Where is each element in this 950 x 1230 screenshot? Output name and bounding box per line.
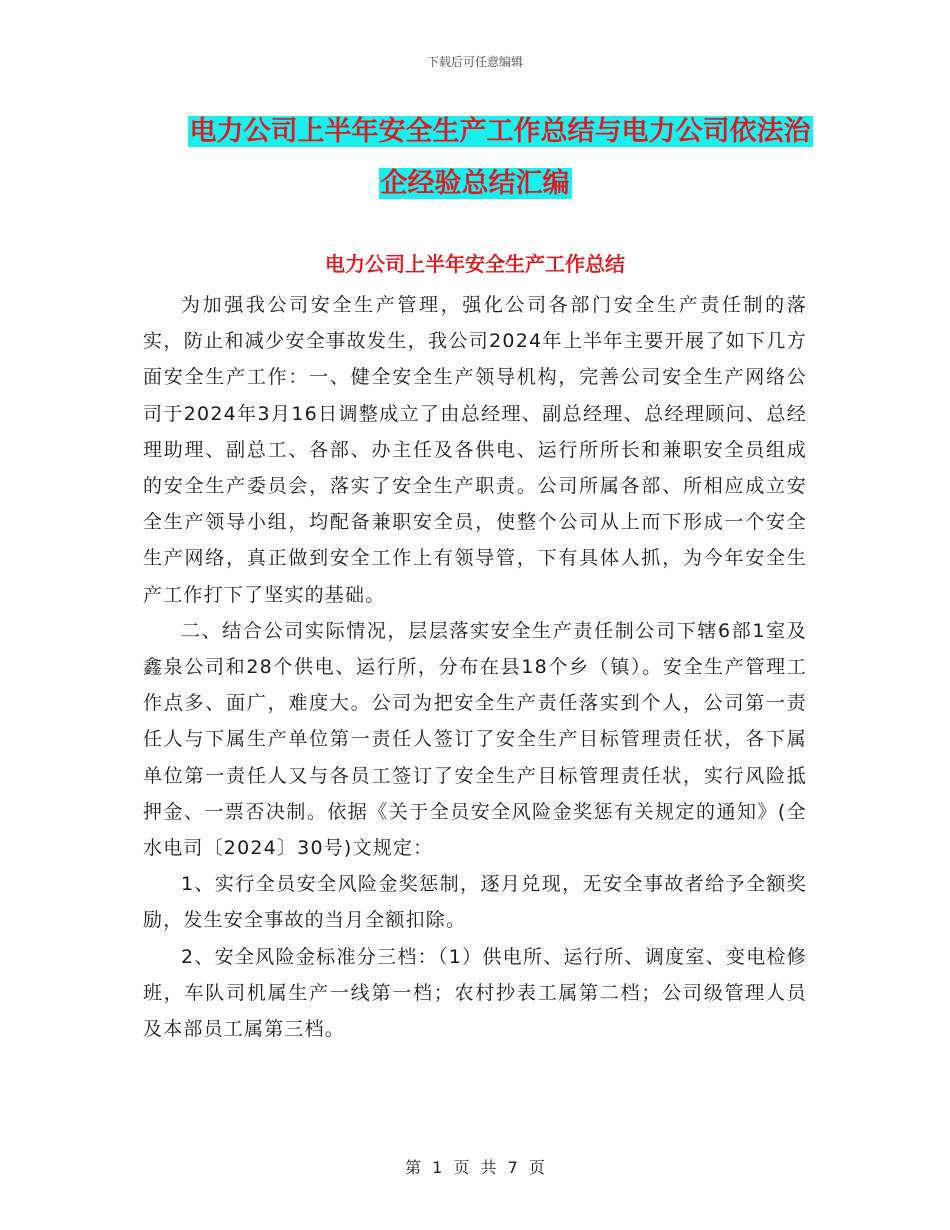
paragraph-1: 为加强我公司安全生产管理，强化公司各部门安全生产责任制的落实，防止和减少安全事故发生，我公司2024年上半年主要开展了如下几方面安全生产工作：一、健全安全生产领导机构，完善公司安全生产网络公司于2024年3月16日调整成立了由总经理、副总经理、总经理顾问、总经理助理、副总工、各部、办主任及各供电、运行所所长和兼职安全员组成的安全生产委员会，落实了安全生产职责。公司所属各部、所相应成立安全生产领导小组，均配备兼职安全员，使整个公司从上而下形成一个安全生产网络，真正做到安全工作上有领导管，下有具体人抓，为今年安全生产工作打下了坚实的基础。 <box>143 294 807 606</box>
section-title: 电力公司上半年安全生产工作总结 <box>325 252 625 276</box>
document-title-line-1: 电力公司上半年安全生产工作总结与电力公司依法治 <box>189 116 811 147</box>
paragraph-4: 2、安全风险金标准分三档：（1）供电所、运行所、调度室、变电检修班，车队司机属生产一线第一档；农村抄表工属第二档；公司级管理人员及本部员工属第三档。 <box>143 945 807 1041</box>
page-number-footer: 第 1 页 共 7 页 <box>405 1158 545 1177</box>
document-title-line-2: 企经验总结汇编 <box>380 168 570 199</box>
document-body <box>143 287 807 1047</box>
document-title <box>0 106 950 210</box>
paragraph-2: 二、结合公司实际情况，层层落实安全生产责任制公司下辖6部1室及鑫泉公司和28个供电、运行所，分布在县18个乡（镇）。安全生产管理工作点多、面广，难度大。公司为把安全生产责任落实到个人，公司第一责任人与下属生产单位第一责任人签订了安全生产目标管理责任状，各下属单位第一责任人又与各员工签订了安全生产目标管理责任状，实行风险抵押金、一票否决制。依据《关于全员安全风险金奖惩有关规定的通知》(全水电司〔2024〕30号)文规定： <box>143 619 807 860</box>
paragraph-3: 1、实行全员安全风险金奖惩制，逐月兑现，无安全事故者给予全额奖励，发生安全事故的当月全额扣除。 <box>143 873 807 932</box>
page-header-note: 下载后可任意编辑 <box>426 55 523 69</box>
